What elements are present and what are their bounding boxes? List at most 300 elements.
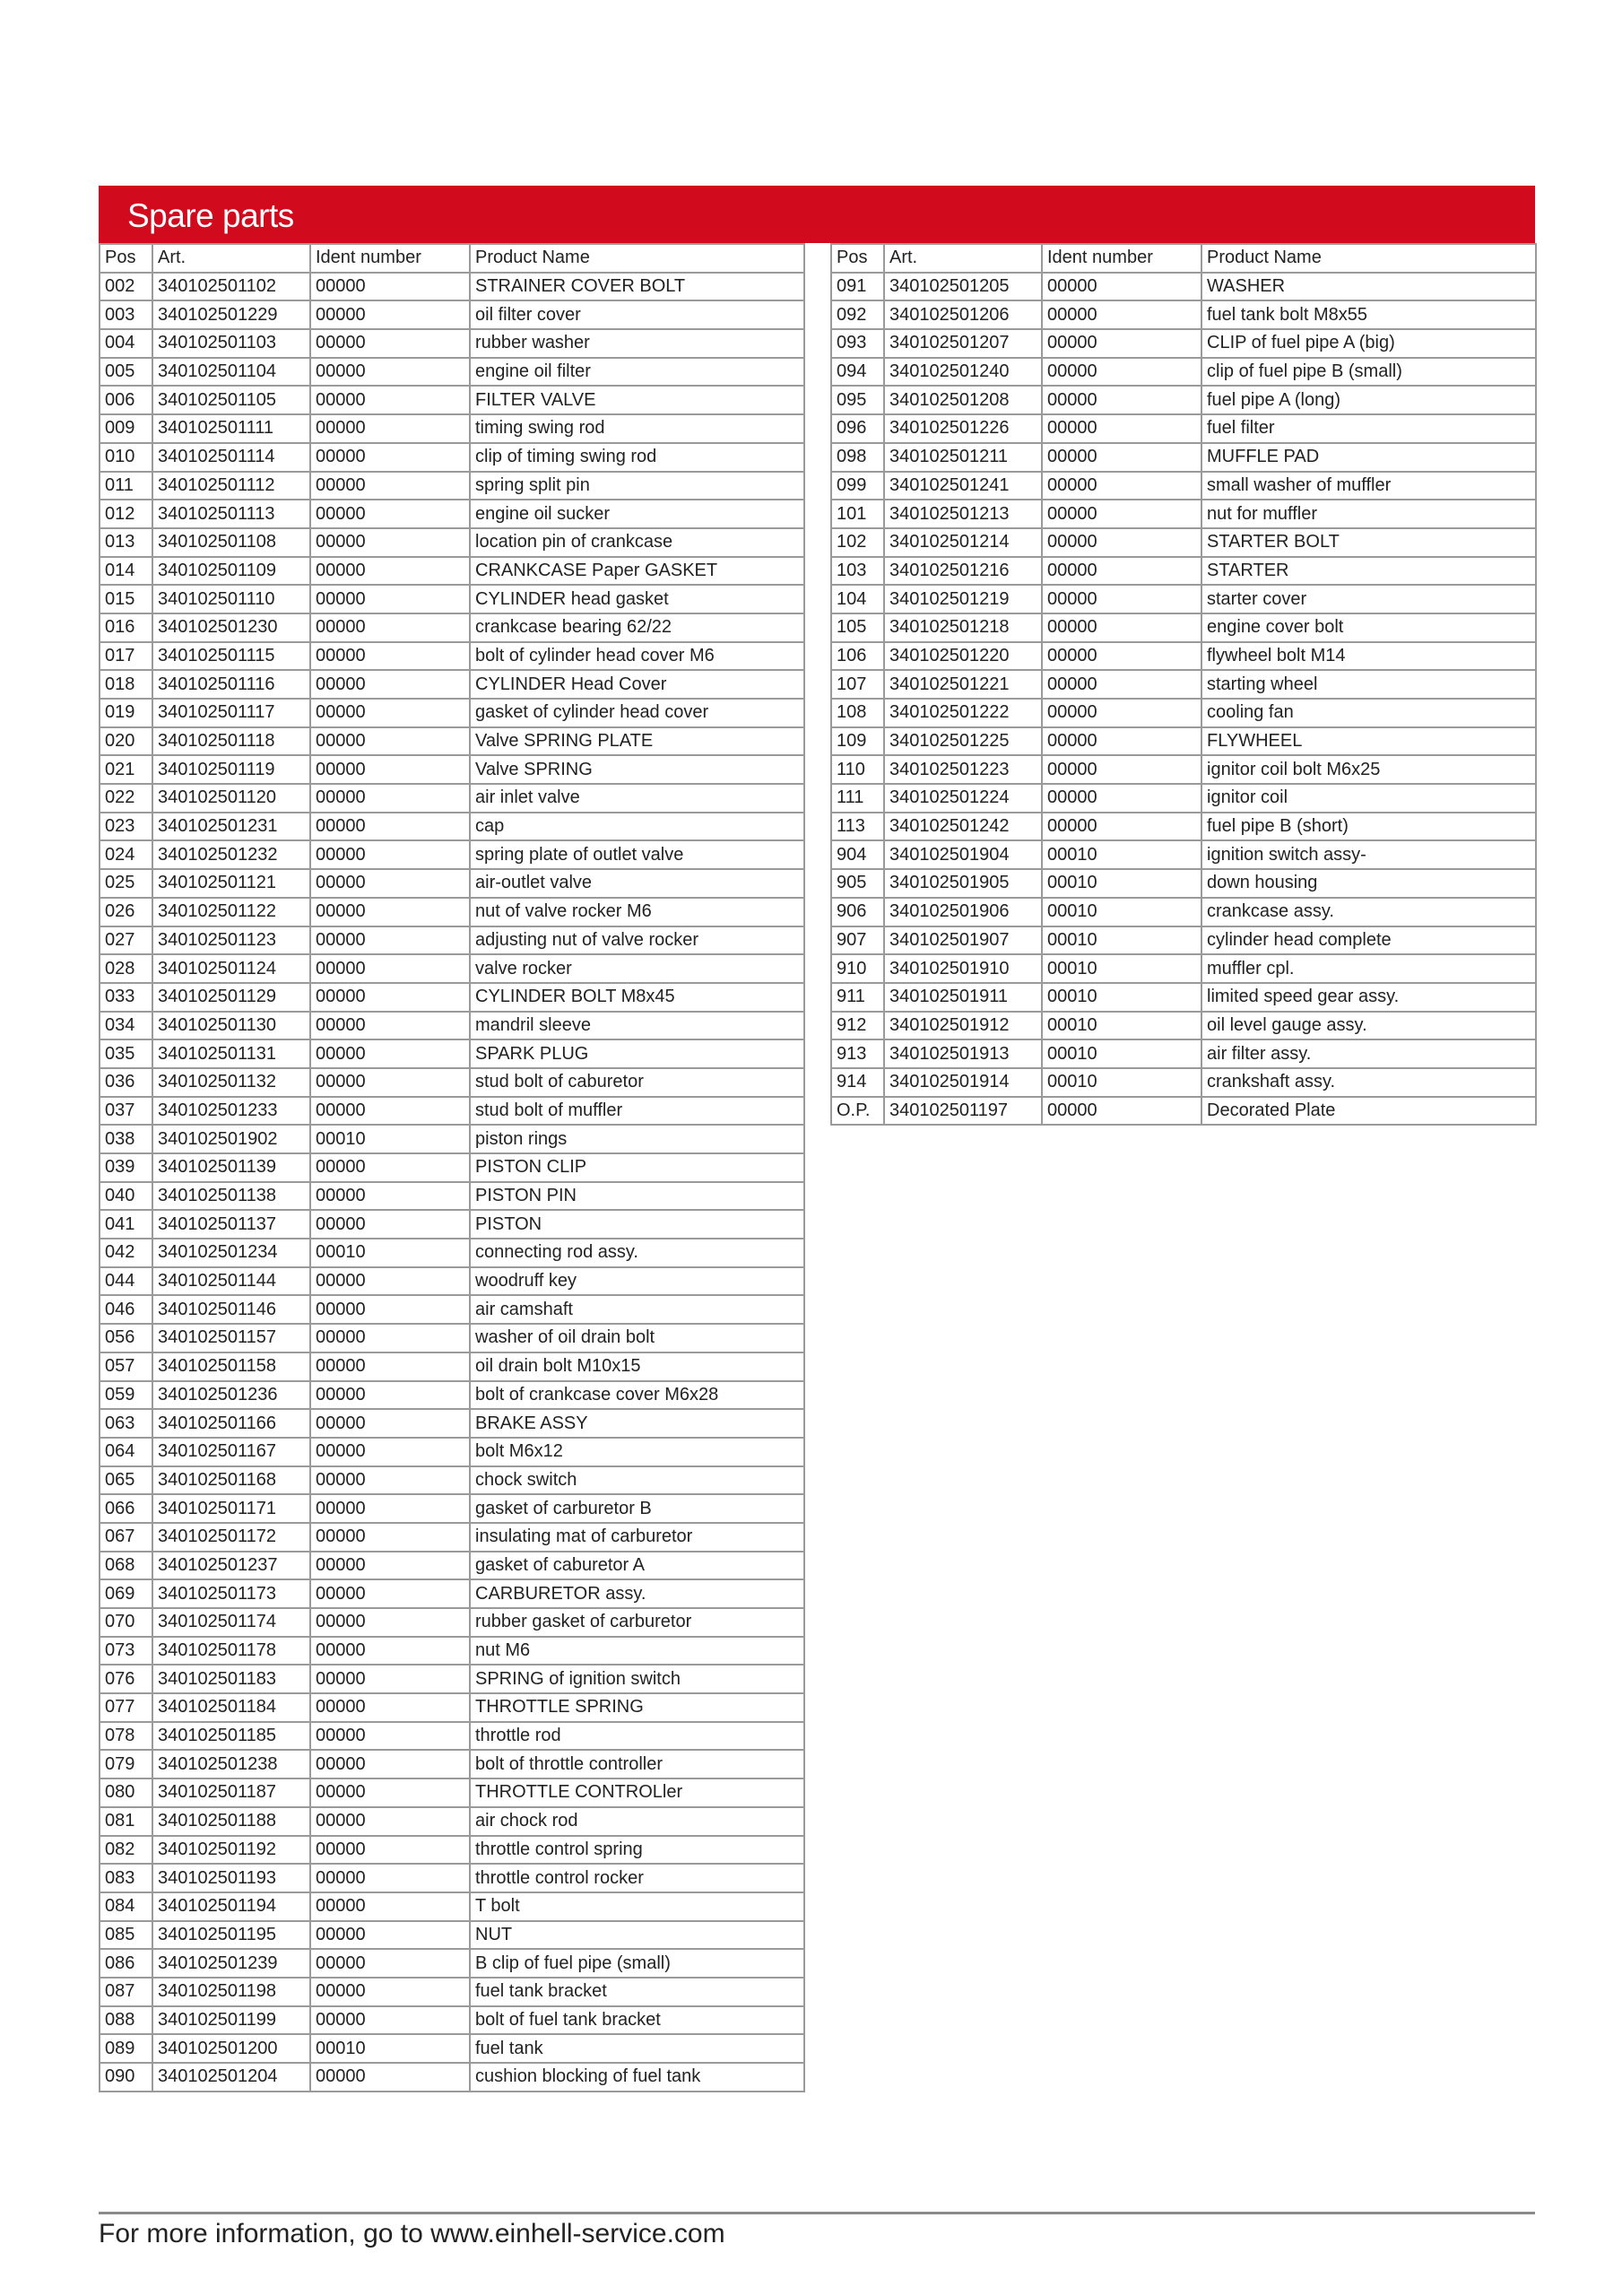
cell-art: 340102501224	[884, 784, 1042, 813]
cell-ident: 00000	[310, 1295, 470, 1324]
table-row	[100, 500, 804, 528]
cell-pos: 028	[100, 954, 152, 983]
table-row	[100, 1409, 804, 1438]
cell-ident: 00000	[310, 1750, 470, 1779]
cell-pos: 093	[831, 329, 884, 358]
table-row	[100, 1267, 804, 1296]
cell-pos: 044	[100, 1267, 152, 1296]
table-row	[100, 1921, 804, 1950]
cell-pos: 033	[100, 983, 152, 1012]
cell-ident: 00010	[1042, 1068, 1201, 1097]
cell-ident: 00000	[310, 727, 470, 756]
cell-art: 340102501185	[152, 1722, 310, 1751]
cell-product-name: throttle control spring	[470, 1836, 804, 1865]
table-row	[831, 670, 1536, 699]
table-row	[831, 1012, 1536, 1040]
cell-ident: 00000	[310, 1324, 470, 1352]
cell-art: 340102501905	[884, 869, 1042, 898]
cell-pos: 098	[831, 443, 884, 472]
cell-product-name: connecting rod assy.	[470, 1239, 804, 1267]
cell-pos: 064	[100, 1438, 152, 1466]
cell-pos: 096	[831, 414, 884, 443]
cell-art: 340102501116	[152, 670, 310, 699]
cell-art: 340102501157	[152, 1324, 310, 1352]
cell-product-name: cylinder head complete	[1201, 926, 1536, 955]
col-header-pos: Pos	[831, 244, 884, 273]
cell-pos: 004	[100, 329, 152, 358]
cell-art: 340102501184	[152, 1693, 310, 1722]
cell-art: 340102501214	[884, 528, 1042, 557]
table-row	[831, 273, 1536, 301]
cell-pos: 078	[100, 1722, 152, 1751]
cell-product-name: ignition switch assy-	[1201, 840, 1536, 869]
table-row	[100, 727, 804, 756]
table-row	[831, 585, 1536, 613]
cell-pos: 110	[831, 755, 884, 784]
cell-ident: 00010	[1042, 840, 1201, 869]
cell-art: 340102501138	[152, 1182, 310, 1211]
table-row	[100, 613, 804, 642]
table-row	[831, 983, 1536, 1012]
cell-ident: 00000	[310, 869, 470, 898]
table-row	[100, 1608, 804, 1637]
cell-art: 340102501195	[152, 1921, 310, 1950]
cell-pos: 107	[831, 670, 884, 699]
cell-product-name: Decorated Plate	[1201, 1097, 1536, 1126]
cell-product-name: rubber washer	[470, 329, 804, 358]
cell-ident: 00000	[310, 300, 470, 329]
table-row	[100, 386, 804, 414]
cell-art: 340102501114	[152, 443, 310, 472]
cell-product-name: air camshaft	[470, 1295, 804, 1324]
cell-ident: 00000	[310, 954, 470, 983]
cell-product-name: starting wheel	[1201, 670, 1536, 699]
cell-ident: 00010	[310, 1239, 470, 1267]
cell-art: 340102501198	[152, 1978, 310, 2006]
cell-ident: 00000	[310, 1779, 470, 1807]
cell-pos: 914	[831, 1068, 884, 1097]
cell-ident: 00000	[310, 1608, 470, 1637]
cell-pos: 111	[831, 784, 884, 813]
cell-ident: 00000	[1042, 557, 1201, 586]
cell-ident: 00000	[310, 1210, 470, 1239]
cell-product-name: mandril sleeve	[470, 1012, 804, 1040]
cell-ident: 00000	[310, 1807, 470, 1836]
cell-ident: 00010	[1042, 983, 1201, 1012]
cell-art: 340102501131	[152, 1039, 310, 1068]
cell-product-name: down housing	[1201, 869, 1536, 898]
cell-product-name: engine oil sucker	[470, 500, 804, 528]
table-row	[100, 585, 804, 613]
cell-pos: 019	[100, 699, 152, 727]
table-row	[831, 329, 1536, 358]
cell-pos: 015	[100, 585, 152, 613]
table-row	[100, 813, 804, 841]
cell-ident: 00000	[310, 1523, 470, 1552]
cell-product-name: WASHER	[1201, 273, 1536, 301]
cell-pos: 056	[100, 1324, 152, 1352]
cell-product-name: nut for muffler	[1201, 500, 1536, 528]
cell-ident: 00000	[1042, 585, 1201, 613]
cell-pos: 014	[100, 557, 152, 586]
cell-art: 340102501192	[152, 1836, 310, 1865]
cell-art: 340102501911	[884, 983, 1042, 1012]
cell-product-name: chock switch	[470, 1466, 804, 1495]
table-row	[831, 813, 1536, 841]
cell-pos: 906	[831, 898, 884, 926]
cell-ident: 00000	[310, 273, 470, 301]
cell-art: 340102501183	[152, 1665, 310, 1693]
cell-ident: 00010	[1042, 1012, 1201, 1040]
cell-art: 340102501178	[152, 1637, 310, 1665]
cell-product-name: starter cover	[1201, 585, 1536, 613]
cell-product-name: gasket of caburetor A	[470, 1552, 804, 1580]
cell-art: 340102501174	[152, 1608, 310, 1637]
cell-product-name: fuel filter	[1201, 414, 1536, 443]
table-row	[831, 1097, 1536, 1126]
cell-pos: 041	[100, 1210, 152, 1239]
cell-pos: 077	[100, 1693, 152, 1722]
col-header-product-name: Product Name	[1201, 244, 1536, 273]
cell-art: 340102501902	[152, 1125, 310, 1153]
cell-ident: 00000	[310, 1153, 470, 1182]
cell-product-name: washer of oil drain bolt	[470, 1324, 804, 1352]
table-row	[100, 1892, 804, 1921]
table-row	[831, 613, 1536, 642]
cell-ident: 00000	[1042, 1097, 1201, 1126]
cell-art: 340102501167	[152, 1438, 310, 1466]
table-row	[831, 300, 1536, 329]
cell-art: 340102501171	[152, 1494, 310, 1523]
cell-product-name: ignitor coil	[1201, 784, 1536, 813]
cell-product-name: MUFFLE PAD	[1201, 443, 1536, 472]
cell-product-name: B clip of fuel pipe (small)	[470, 1949, 804, 1978]
cell-product-name: air filter assy.	[1201, 1039, 1536, 1068]
table-row	[100, 1949, 804, 1978]
parts-table-right	[830, 243, 1537, 1126]
cell-art: 340102501222	[884, 699, 1042, 727]
cell-art: 340102501225	[884, 727, 1042, 756]
cell-art: 340102501113	[152, 500, 310, 528]
cell-art: 340102501237	[152, 1552, 310, 1580]
cell-pos: 086	[100, 1949, 152, 1978]
col-header-ident: Ident number	[1042, 244, 1201, 273]
cell-product-name: bolt M6x12	[470, 1438, 804, 1466]
cell-pos: 106	[831, 642, 884, 671]
table-row	[831, 926, 1536, 955]
cell-art: 340102501173	[152, 1579, 310, 1608]
cell-product-name: STRAINER COVER BOLT	[470, 273, 804, 301]
cell-product-name: spring split pin	[470, 472, 804, 500]
cell-product-name: cushion blocking of fuel tank	[470, 2063, 804, 2092]
cell-product-name: CLIP of fuel pipe A (big)	[1201, 329, 1536, 358]
cell-product-name: cap	[470, 813, 804, 841]
cell-pos: 023	[100, 813, 152, 841]
cell-product-name: CRANKCASE Paper GASKET	[470, 557, 804, 586]
cell-art: 340102501913	[884, 1039, 1042, 1068]
table-row	[100, 954, 804, 983]
cell-pos: 090	[100, 2063, 152, 2092]
cell-pos: 040	[100, 1182, 152, 1211]
cell-pos: 034	[100, 1012, 152, 1040]
cell-product-name: bolt of cylinder head cover M6	[470, 642, 804, 671]
table-row	[100, 1722, 804, 1751]
cell-ident: 00000	[310, 755, 470, 784]
cell-ident: 00000	[310, 898, 470, 926]
cell-ident: 00010	[1042, 1039, 1201, 1068]
cell-pos: O.P.	[831, 1097, 884, 1126]
cell-product-name: oil level gauge assy.	[1201, 1012, 1536, 1040]
cell-pos: 066	[100, 1494, 152, 1523]
cell-art: 340102501213	[884, 500, 1042, 528]
cell-pos: 095	[831, 386, 884, 414]
cell-ident: 00000	[1042, 414, 1201, 443]
table-row	[100, 1352, 804, 1381]
cell-ident: 00000	[310, 472, 470, 500]
footer-divider	[99, 2212, 1535, 2214]
cell-ident: 00000	[310, 1097, 470, 1126]
cell-product-name: stud bolt of muffler	[470, 1097, 804, 1126]
cell-pos: 013	[100, 528, 152, 557]
table-row	[100, 1807, 804, 1836]
cell-art: 340102501130	[152, 1012, 310, 1040]
cell-pos: 009	[100, 414, 152, 443]
cell-product-name: fuel tank bracket	[470, 1978, 804, 2006]
cell-product-name: spring plate of outlet valve	[470, 840, 804, 869]
section-title: Spare parts	[127, 197, 294, 234]
table-row	[100, 1836, 804, 1865]
cell-art: 340102501146	[152, 1295, 310, 1324]
cell-art: 340102501104	[152, 358, 310, 387]
cell-pos: 037	[100, 1097, 152, 1126]
cell-pos: 912	[831, 1012, 884, 1040]
cell-ident: 00000	[310, 983, 470, 1012]
cell-product-name: piston rings	[470, 1125, 804, 1153]
cell-ident: 00010	[1042, 898, 1201, 926]
table-row	[100, 273, 804, 301]
cell-pos: 026	[100, 898, 152, 926]
table-header-row	[831, 244, 1536, 273]
cell-pos: 067	[100, 1523, 152, 1552]
cell-art: 340102501111	[152, 414, 310, 443]
cell-ident: 00000	[310, 840, 470, 869]
cell-art: 340102501115	[152, 642, 310, 671]
cell-ident: 00000	[310, 528, 470, 557]
table-header-row	[100, 244, 804, 273]
table-row	[100, 869, 804, 898]
cell-art: 340102501187	[152, 1779, 310, 1807]
table-row	[831, 1068, 1536, 1097]
cell-product-name: SPRING of ignition switch	[470, 1665, 804, 1693]
cell-pos: 042	[100, 1239, 152, 1267]
cell-art: 340102501112	[152, 472, 310, 500]
cell-ident: 00010	[1042, 869, 1201, 898]
table-row	[100, 1324, 804, 1352]
table-row	[100, 1068, 804, 1097]
cell-product-name: insulating mat of carburetor	[470, 1523, 804, 1552]
cell-art: 340102501910	[884, 954, 1042, 983]
cell-product-name: CYLINDER BOLT M8x45	[470, 983, 804, 1012]
table-row	[100, 1750, 804, 1779]
col-header-ident: Ident number	[310, 244, 470, 273]
table-row	[100, 898, 804, 926]
cell-pos: 070	[100, 1608, 152, 1637]
cell-pos: 081	[100, 1807, 152, 1836]
cell-pos: 073	[100, 1637, 152, 1665]
table-row	[100, 1381, 804, 1410]
cell-art: 340102501204	[152, 2063, 310, 2092]
cell-ident: 00000	[310, 1267, 470, 1296]
footer-info-text: For more information, go to www.einhell-service.com	[99, 2219, 725, 2248]
cell-pos: 089	[100, 2034, 152, 2063]
cell-pos: 905	[831, 869, 884, 898]
cell-pos: 039	[100, 1153, 152, 1182]
cell-ident: 00000	[310, 1039, 470, 1068]
cell-ident: 00010	[1042, 926, 1201, 955]
section-banner	[99, 186, 1535, 243]
cell-product-name: air inlet valve	[470, 784, 804, 813]
cell-art: 340102501236	[152, 1381, 310, 1410]
cell-product-name: throttle rod	[470, 1722, 804, 1751]
cell-art: 340102501221	[884, 670, 1042, 699]
table-row	[100, 926, 804, 955]
cell-pos: 021	[100, 755, 152, 784]
cell-product-name: THROTTLE SPRING	[470, 1693, 804, 1722]
cell-product-name: fuel tank bolt M8x55	[1201, 300, 1536, 329]
cell-product-name: ignitor coil bolt M6x25	[1201, 755, 1536, 784]
cell-ident: 00000	[1042, 386, 1201, 414]
cell-art: 340102501123	[152, 926, 310, 955]
cell-ident: 00000	[310, 1637, 470, 1665]
cell-product-name: NUT	[470, 1921, 804, 1950]
cell-art: 340102501194	[152, 1892, 310, 1921]
table-row	[831, 472, 1536, 500]
cell-ident: 00000	[1042, 784, 1201, 813]
table-row	[831, 699, 1536, 727]
cell-pos: 083	[100, 1864, 152, 1892]
cell-pos: 105	[831, 613, 884, 642]
cell-pos: 012	[100, 500, 152, 528]
cell-art: 340102501238	[152, 1750, 310, 1779]
cell-art: 340102501200	[152, 2034, 310, 2063]
cell-product-name: fuel pipe B (short)	[1201, 813, 1536, 841]
cell-art: 340102501119	[152, 755, 310, 784]
cell-ident: 00000	[310, 1352, 470, 1381]
cell-art: 340102501229	[152, 300, 310, 329]
cell-product-name: timing swing rod	[470, 414, 804, 443]
cell-art: 340102501912	[884, 1012, 1042, 1040]
cell-pos: 069	[100, 1579, 152, 1608]
cell-pos: 080	[100, 1779, 152, 1807]
cell-product-name: crankcase bearing 62/22	[470, 613, 804, 642]
table-row	[100, 1239, 804, 1267]
table-row	[831, 755, 1536, 784]
cell-art: 340102501137	[152, 1210, 310, 1239]
cell-ident: 00000	[310, 1665, 470, 1693]
cell-ident: 00000	[310, 1693, 470, 1722]
cell-art: 340102501102	[152, 273, 310, 301]
cell-art: 340102501240	[884, 358, 1042, 387]
cell-pos: 102	[831, 528, 884, 557]
table-row	[100, 840, 804, 869]
table-row	[100, 1523, 804, 1552]
cell-pos: 036	[100, 1068, 152, 1097]
cell-product-name: FLYWHEEL	[1201, 727, 1536, 756]
cell-ident: 00000	[310, 1864, 470, 1892]
cell-pos: 011	[100, 472, 152, 500]
table-row	[100, 1097, 804, 1126]
cell-ident: 00000	[310, 329, 470, 358]
cell-pos: 024	[100, 840, 152, 869]
table-row	[100, 1552, 804, 1580]
cell-ident: 00000	[310, 1438, 470, 1466]
cell-product-name: oil drain bolt M10x15	[470, 1352, 804, 1381]
table-row	[100, 414, 804, 443]
cell-product-name: location pin of crankcase	[470, 528, 804, 557]
cell-ident: 00010	[310, 2034, 470, 2063]
cell-pos: 108	[831, 699, 884, 727]
cell-art: 340102501230	[152, 613, 310, 642]
cell-art: 340102501105	[152, 386, 310, 414]
cell-product-name: CARBURETOR assy.	[470, 1579, 804, 1608]
cell-product-name: flywheel bolt M14	[1201, 642, 1536, 671]
cell-ident: 00000	[310, 1494, 470, 1523]
cell-ident: 00000	[310, 1012, 470, 1040]
table-row	[100, 1779, 804, 1807]
cell-product-name: woodruff key	[470, 1267, 804, 1296]
cell-ident: 00000	[310, 670, 470, 699]
cell-art: 340102501208	[884, 386, 1042, 414]
cell-product-name: gasket of carburetor B	[470, 1494, 804, 1523]
table-row	[100, 983, 804, 1012]
cell-ident: 00000	[1042, 670, 1201, 699]
cell-pos: 910	[831, 954, 884, 983]
cell-pos: 063	[100, 1409, 152, 1438]
cell-pos: 088	[100, 2006, 152, 2035]
cell-ident: 00000	[310, 1182, 470, 1211]
cell-product-name: small washer of muffler	[1201, 472, 1536, 500]
cell-product-name: STARTER BOLT	[1201, 528, 1536, 557]
col-header-pos: Pos	[100, 244, 152, 273]
cell-art: 340102501109	[152, 557, 310, 586]
cell-product-name: fuel tank	[470, 2034, 804, 2063]
cell-pos: 091	[831, 273, 884, 301]
cell-pos: 018	[100, 670, 152, 699]
cell-product-name: limited speed gear assy.	[1201, 983, 1536, 1012]
cell-art: 340102501129	[152, 983, 310, 1012]
table-row	[100, 1182, 804, 1211]
cell-pos: 109	[831, 727, 884, 756]
cell-ident: 00010	[310, 1125, 470, 1153]
cell-pos: 035	[100, 1039, 152, 1068]
cell-product-name: air-outlet valve	[470, 869, 804, 898]
cell-pos: 002	[100, 273, 152, 301]
cell-ident: 00000	[1042, 528, 1201, 557]
cell-pos: 911	[831, 983, 884, 1012]
cell-ident: 00000	[310, 1068, 470, 1097]
cell-art: 340102501206	[884, 300, 1042, 329]
cell-product-name: valve rocker	[470, 954, 804, 983]
cell-pos: 046	[100, 1295, 152, 1324]
cell-ident: 00000	[310, 443, 470, 472]
cell-art: 340102501168	[152, 1466, 310, 1495]
cell-art: 340102501166	[152, 1409, 310, 1438]
cell-pos: 059	[100, 1381, 152, 1410]
cell-art: 340102501914	[884, 1068, 1042, 1097]
table-row	[100, 2063, 804, 2092]
col-header-art: Art.	[884, 244, 1042, 273]
table-row	[100, 2006, 804, 2035]
